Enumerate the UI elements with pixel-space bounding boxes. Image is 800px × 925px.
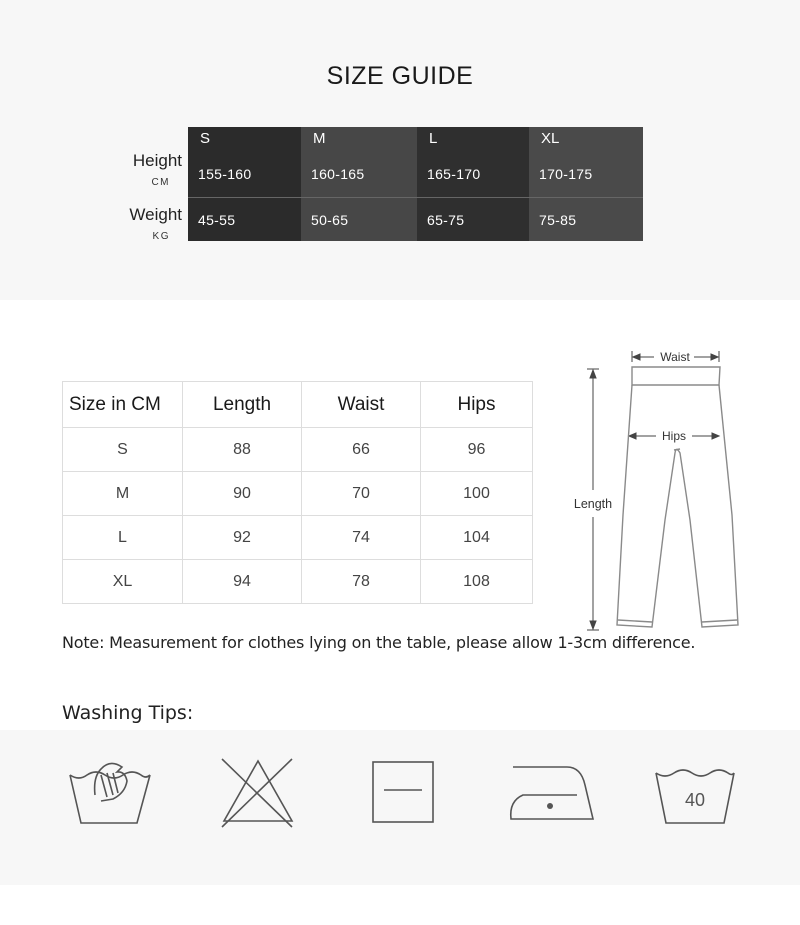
size-column-s [188,127,301,241]
arrowhead [711,354,718,360]
column-header: Hips [421,382,533,428]
page-title: SIZE GUIDE [326,62,474,90]
weight-value: 75-85 [539,212,577,228]
column-header: Length [183,382,302,428]
size-column-xl [529,127,643,241]
pants-outline [617,367,738,627]
table-cell: 100 [421,472,533,516]
size-column-m [301,127,417,241]
size-column-l [417,127,529,241]
table-header-row [63,382,533,428]
table-cell: 70 [302,472,421,516]
iron-low-heat-icon [505,755,597,827]
table-cell: 96 [421,428,533,472]
arrowhead [712,433,719,439]
weight-value: 45-55 [198,212,236,228]
waist-label: Waist [660,350,690,364]
column-header: Size in CM [63,382,183,428]
height-value: 170-175 [539,166,593,182]
size-header: L [429,130,438,147]
size-header: M [313,130,326,147]
arrowhead [629,433,636,439]
weight-value: 50-65 [311,212,349,228]
arrowhead [633,354,640,360]
do-not-bleach-icon [218,755,298,830]
weight-unit: KG [152,231,170,242]
height-unit: CM [151,177,170,188]
pants-diagram [562,345,762,635]
table-row [63,472,533,516]
table-cell: S [63,428,183,472]
weight-label: Weight [129,205,182,224]
table-cell: 104 [421,516,533,560]
table-cell: XL [63,560,183,604]
table-cell: L [63,516,183,560]
table-row [63,560,533,604]
table-cell: 90 [183,472,302,516]
arrowhead [590,370,596,378]
size-header: XL [541,130,560,147]
table-cell: 88 [183,428,302,472]
table-cell: 108 [421,560,533,604]
height-value: 155-160 [198,166,252,182]
tumble-dry-flat-icon [370,755,440,827]
height-label: Height [132,151,182,170]
size-guide-grid [188,127,643,241]
table-cell: 66 [302,428,421,472]
table-row [63,428,533,472]
weight-row-label [112,205,182,242]
arrowhead [590,621,596,629]
iron-dot [547,803,553,809]
length-label: Length [573,497,613,511]
table-row [63,516,533,560]
table-cell: M [63,472,183,516]
table-cell: 74 [302,516,421,560]
washing-tips-title: Washing Tips: [62,702,194,724]
column-header: Waist [302,382,421,428]
measurement-note: Note: Measurement for clothes lying on the table, please allow 1-3cm difference. [62,633,696,652]
hand-wash-icon [65,755,155,830]
height-row-label [112,151,182,188]
table-cell: 78 [302,560,421,604]
wash-40-icon [650,755,740,830]
height-value: 160-165 [311,166,365,182]
weight-value: 65-75 [427,212,465,228]
height-value: 165-170 [427,166,481,182]
table-cell: 92 [183,516,302,560]
hips-label: Hips [661,429,687,443]
measurement-table [62,381,533,604]
table-cell: 94 [183,560,302,604]
wash-temperature-label: 40 [684,790,706,810]
size-header: S [200,130,211,147]
